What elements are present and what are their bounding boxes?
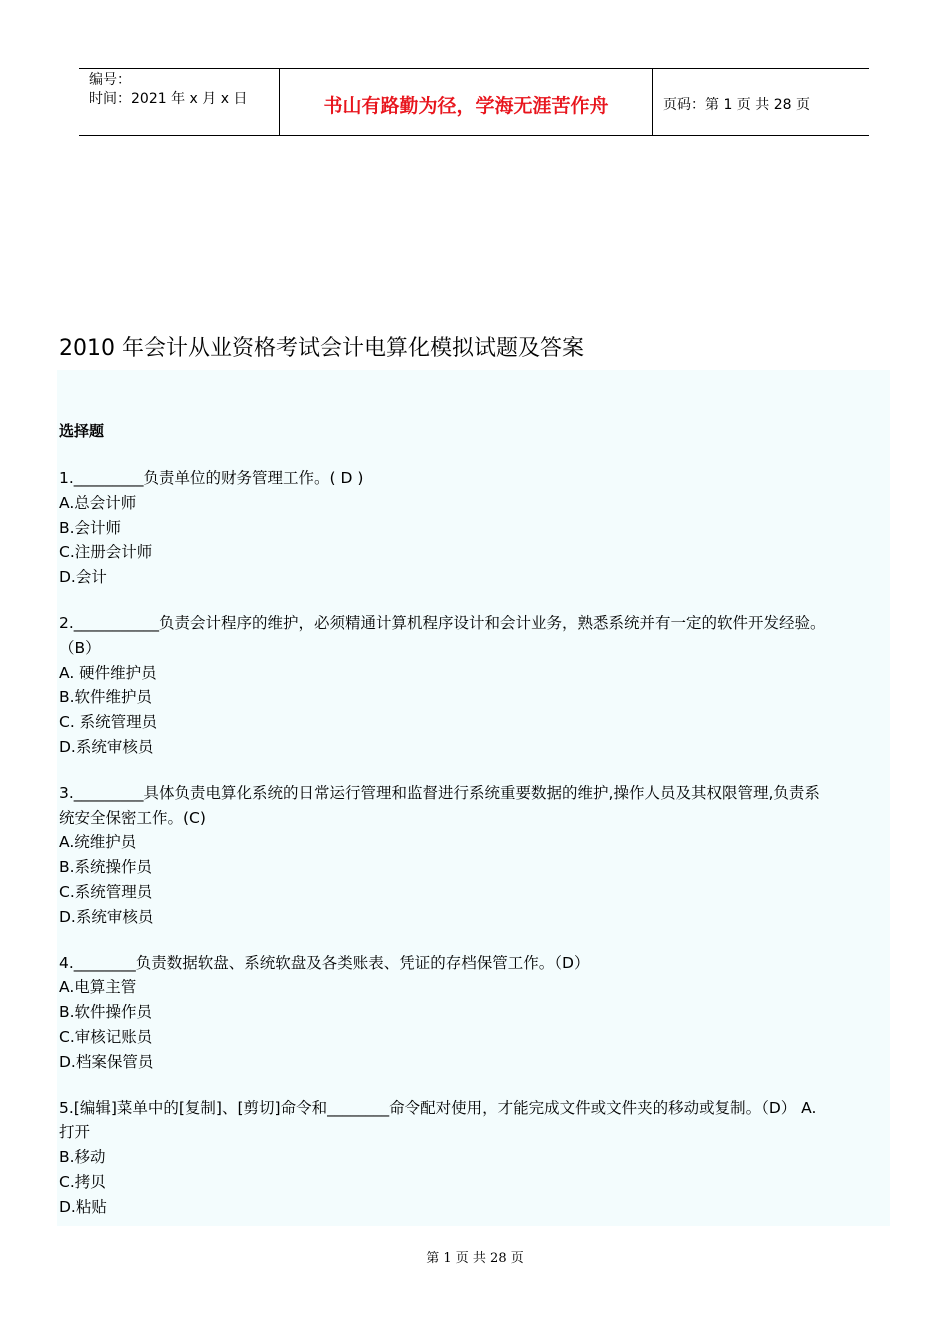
- question-stem: 4.________负责数据软盘、系统软盘及各类账表、凭证的存档保管工作。（D）: [59, 953, 590, 972]
- option-b: B.系统操作员: [59, 858, 153, 877]
- question-stem: 5.[编辑]菜单中的[复制]、[剪切]命令和________命令配对使用，才能完成文件或文件夹的移动或复制。（D） A.: [59, 1098, 817, 1117]
- option-a: A.总会计师: [59, 493, 137, 512]
- question-1: [59, 466, 888, 590]
- document-title: 2010 年会计从业资格考试会计电算化模拟试题及答案: [59, 336, 584, 361]
- question-3: [59, 781, 888, 930]
- header-page-label: 页码：第 1 页 共 28 页: [663, 97, 810, 113]
- option-b: B.软件操作员: [59, 1003, 153, 1022]
- option-a: A. 硬件维护员: [59, 663, 157, 682]
- option-a: A.统维护员: [59, 833, 137, 852]
- question-stem: 1._________负责单位的财务管理工作。( D ): [59, 469, 364, 487]
- doc-number-label: 编号：: [89, 72, 131, 88]
- page-header: [79, 68, 869, 136]
- option-d: D.粘贴: [59, 1197, 107, 1216]
- header-meta: [79, 69, 280, 135]
- question-2: [59, 611, 888, 760]
- question-4: [59, 951, 888, 1075]
- option-b: B.会计师: [59, 518, 122, 537]
- option-b: B.移动: [59, 1148, 106, 1167]
- option-d: D.系统审核员: [59, 737, 154, 756]
- question-stem: 2.___________负责会计程序的维护，必须精通计算机程序设计和会计业务，熟悉系统并有一定的软件开发经验。: [59, 613, 826, 632]
- question-area: [57, 370, 890, 1226]
- option-d: D.会计: [59, 568, 107, 587]
- question-stem-cont: 统安全保密工作。(C): [59, 808, 206, 827]
- option-d: D.档案保管员: [59, 1052, 154, 1071]
- doc-time-label: 时间：2021 年 x 月 x 日: [89, 91, 248, 107]
- option-b: B.软件维护员: [59, 688, 153, 707]
- option-c: C. 系统管理员: [59, 713, 158, 732]
- option-c: C.审核记账员: [59, 1027, 153, 1046]
- option-c: C.拷贝: [59, 1172, 106, 1191]
- header-motto: 书山有路勤为径，学海无涯苦作舟: [280, 69, 653, 135]
- option-c: C.注册会计师: [59, 543, 153, 562]
- question-stem-cont: （B）: [59, 638, 101, 657]
- question-stem: 3._________具体负责电算化系统的日常运行管理和监督进行系统重要数据的维护,操作人员及其权限管理,负责系: [59, 783, 820, 802]
- option-a: A.电算主管: [59, 978, 137, 997]
- question-5: [59, 1096, 888, 1220]
- page-footer: 第 1 页 共 28 页: [426, 1251, 524, 1266]
- section-title: 选择题: [59, 422, 105, 440]
- option-d: D.系统审核员: [59, 907, 154, 926]
- option-a: 打开: [59, 1123, 91, 1142]
- option-c: C.系统管理员: [59, 882, 153, 901]
